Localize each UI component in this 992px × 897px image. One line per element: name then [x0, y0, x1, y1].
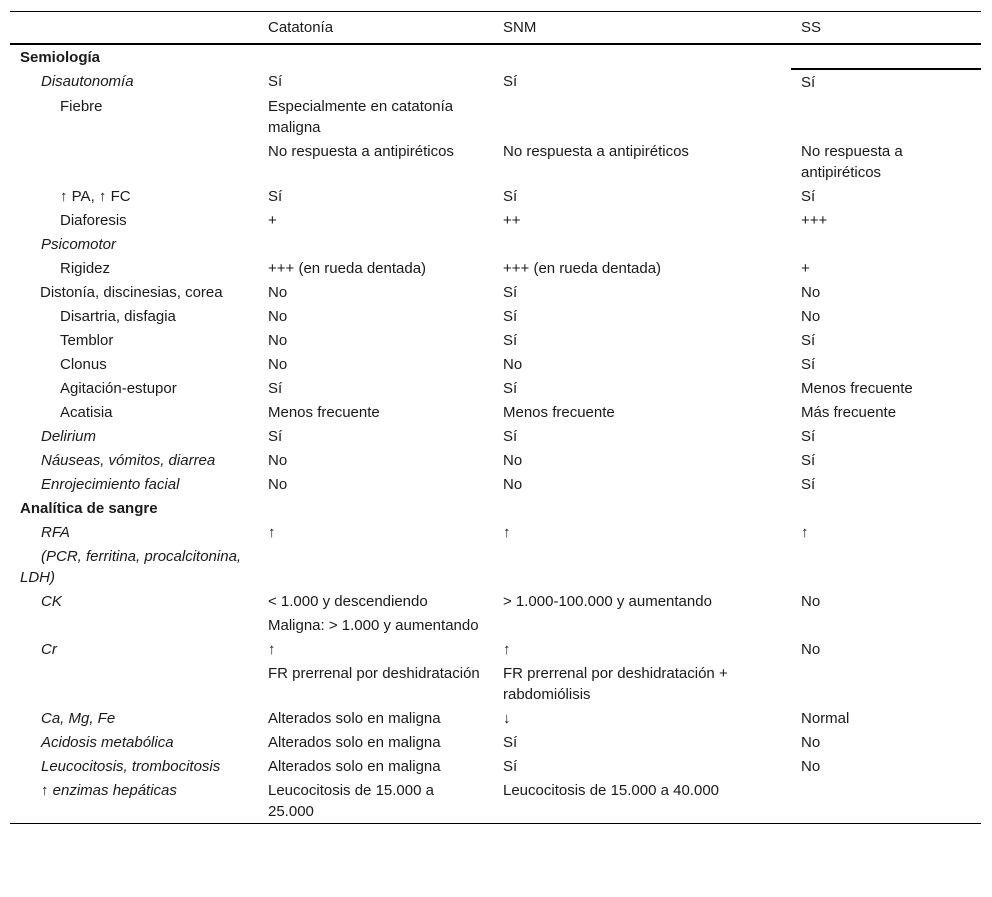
table-cell: ↑ — [268, 641, 276, 658]
table-cell: Sí — [503, 284, 518, 301]
table-cell: Menos frecuente — [268, 404, 380, 421]
table-cell: Sí — [503, 428, 518, 445]
row-label-cell: Disautonomía — [41, 73, 134, 90]
row-label-cell: Ca, Mg, Fe — [41, 710, 116, 727]
row-label-cell: RFA — [41, 524, 70, 541]
table-cell: No — [503, 476, 523, 493]
table-cell: Menos frecuente — [801, 380, 913, 397]
row-label-cell: Psicomotor — [41, 236, 117, 253]
row-label-cell — [10, 139, 258, 184]
row-label-cell: Semiología — [20, 49, 101, 66]
table-cell: Sí — [801, 452, 816, 469]
table-cell: ↑ — [503, 524, 511, 541]
row-label-cell: Acatisia — [60, 404, 113, 421]
table-cell — [493, 496, 791, 520]
table-row — [10, 730, 981, 754]
table-row — [10, 520, 981, 544]
table-cell: Sí — [503, 308, 518, 325]
row-label-cell: Disartria, disfagia — [60, 308, 176, 325]
table-cell: No — [801, 734, 821, 751]
table-cell: No — [268, 284, 288, 301]
table-cell — [258, 232, 493, 256]
table-row — [10, 544, 981, 589]
table-cell: No — [268, 452, 288, 469]
table-cell: +++ — [801, 212, 828, 229]
row-label-cell: (PCR, ferritina, procalcitonina, LDH) — [20, 548, 242, 586]
comparison-table — [10, 11, 981, 824]
table-cell: No respuesta a antipiréticos — [268, 143, 454, 160]
table-cell — [791, 544, 981, 589]
table-cell: Sí — [268, 73, 283, 90]
table-cell: FR prerrenal por deshidratación — [268, 665, 480, 682]
row-label-cell: Delirium — [41, 428, 97, 445]
table-row — [10, 352, 981, 376]
table-cell: Sí — [268, 188, 283, 205]
table-cell: ↑ — [268, 524, 276, 541]
table-cell: ↓ — [503, 710, 511, 727]
table-cell: Sí — [503, 332, 518, 349]
table-cell — [493, 232, 791, 256]
table-body — [10, 44, 981, 824]
table-cell: No — [801, 758, 821, 775]
table-cell — [258, 544, 493, 589]
table-cell — [791, 496, 981, 520]
row-label-cell: CK — [41, 593, 62, 610]
comparison-table-container — [10, 11, 981, 824]
table-cell: ↑ — [503, 641, 511, 658]
row-label-cell: Clonus — [60, 356, 107, 373]
table-cell: Sí — [801, 356, 816, 373]
table-cell: No — [268, 476, 288, 493]
table-cell: Leucocitosis de 15.000 a 25.000 — [268, 782, 434, 820]
table-cell: No — [268, 356, 288, 373]
table-cell: Maligna: > 1.000 y aumentando — [268, 617, 479, 634]
table-row — [10, 637, 981, 661]
table-cell — [258, 44, 493, 69]
table-row — [10, 69, 981, 94]
table-cell: +++ (en rueda dentada) — [268, 260, 427, 277]
table-cell: Sí — [503, 758, 518, 775]
table-row — [10, 661, 981, 706]
row-label-cell: Temblor — [60, 332, 114, 349]
table-cell: ++ — [503, 212, 521, 229]
table-row — [10, 304, 981, 328]
table-cell: No — [503, 452, 523, 469]
table-cell — [493, 44, 791, 69]
table-header-row — [10, 12, 981, 45]
table-cell: FR prerrenal por deshidratación + rabdomiólisis — [503, 665, 728, 703]
row-label-cell: Náuseas, vómitos, diarrea — [41, 452, 216, 469]
table-cell: Menos frecuente — [503, 404, 615, 421]
table-cell: No — [801, 308, 821, 325]
table-cell: Alterados solo en maligna — [268, 734, 441, 751]
header-cell-empty — [10, 12, 258, 45]
table-cell: + — [268, 212, 277, 229]
table-cell: Sí — [268, 428, 283, 445]
table-cell: No respuesta a antipiréticos — [503, 143, 689, 160]
table-cell: No — [268, 332, 288, 349]
table-cell: Sí — [268, 380, 283, 397]
table-cell: Sí — [791, 69, 981, 94]
table-cell: Normal — [801, 710, 850, 727]
table-row — [10, 208, 981, 232]
table-cell: Sí — [503, 188, 518, 205]
row-label-cell: ↑ enzimas hepáticas — [41, 782, 177, 799]
table-cell: Sí — [801, 476, 816, 493]
table-cell: No — [268, 308, 288, 325]
table-cell: Sí — [801, 428, 816, 445]
table-row — [10, 280, 981, 304]
row-label-cell: Cr — [41, 641, 57, 658]
table-cell: Especialmente en catatonía maligna — [268, 98, 454, 136]
table-cell: Sí — [801, 332, 816, 349]
table-row — [10, 589, 981, 613]
table-row — [10, 184, 981, 208]
header-cell-ss: SS — [801, 19, 822, 36]
row-label-cell — [10, 613, 258, 637]
table-cell: Más frecuente — [801, 404, 897, 421]
row-label-cell: Distonía, discinesias, corea — [40, 284, 223, 301]
table-cell — [258, 496, 493, 520]
row-label-cell — [10, 661, 258, 706]
row-label-cell: Diaforesis — [60, 212, 127, 229]
table-row — [10, 706, 981, 730]
table-cell: Alterados solo en maligna — [268, 758, 441, 775]
table-cell: No — [801, 284, 821, 301]
table-row — [10, 232, 981, 256]
row-label-cell: Rigidez — [60, 260, 111, 277]
table-cell: Sí — [801, 188, 816, 205]
table-cell: Sí — [503, 380, 518, 397]
table-cell: No — [503, 356, 523, 373]
table-row — [10, 472, 981, 496]
table-cell: No — [801, 593, 821, 610]
table-row — [10, 778, 981, 824]
table-cell: Alterados solo en maligna — [268, 710, 441, 727]
row-label-cell: Agitación-estupor — [60, 380, 177, 397]
table-row — [10, 256, 981, 280]
table-row — [10, 400, 981, 424]
table-cell: No respuesta a antipiréticos — [801, 143, 903, 181]
table-cell: Sí — [503, 73, 518, 90]
table-cell: No — [801, 641, 821, 658]
table-row — [10, 754, 981, 778]
table-cell — [791, 778, 981, 824]
table-cell — [493, 613, 791, 637]
table-row — [10, 496, 981, 520]
table-cell — [791, 44, 981, 69]
table-cell — [791, 613, 981, 637]
table-cell: Sí — [503, 734, 518, 751]
header-cell-catatonia: Catatonía — [268, 19, 334, 36]
table-cell — [493, 94, 791, 139]
row-label-cell: Acidosis metabólica — [41, 734, 174, 751]
table-cell: + — [801, 260, 810, 277]
row-label-cell: ↑ PA, ↑ FC — [60, 188, 131, 205]
table-cell: > 1.000-100.000 y aumentando — [503, 593, 712, 610]
table-row — [10, 94, 981, 139]
table-cell: +++ (en rueda dentada) — [503, 260, 662, 277]
row-label-cell: Leucocitosis, trombocitosis — [41, 758, 221, 775]
header-cell-snm: SNM — [503, 19, 537, 36]
row-label-cell: Enrojecimiento facial — [41, 476, 180, 493]
table-row — [10, 613, 981, 637]
table-row — [10, 376, 981, 400]
table-cell — [493, 544, 791, 589]
table-cell: Leucocitosis de 15.000 a 40.000 — [503, 782, 719, 799]
table-row — [10, 139, 981, 184]
table-row — [10, 448, 981, 472]
table-row — [10, 328, 981, 352]
table-row — [10, 44, 981, 69]
table-cell: ↑ — [801, 524, 809, 541]
table-cell — [791, 94, 981, 139]
row-label-cell: Analítica de sangre — [20, 500, 158, 517]
table-cell: < 1.000 y descendiendo — [268, 593, 428, 610]
row-label-cell: Fiebre — [60, 98, 103, 115]
table-row — [10, 424, 981, 448]
table-cell — [791, 661, 981, 706]
table-cell — [791, 232, 981, 256]
